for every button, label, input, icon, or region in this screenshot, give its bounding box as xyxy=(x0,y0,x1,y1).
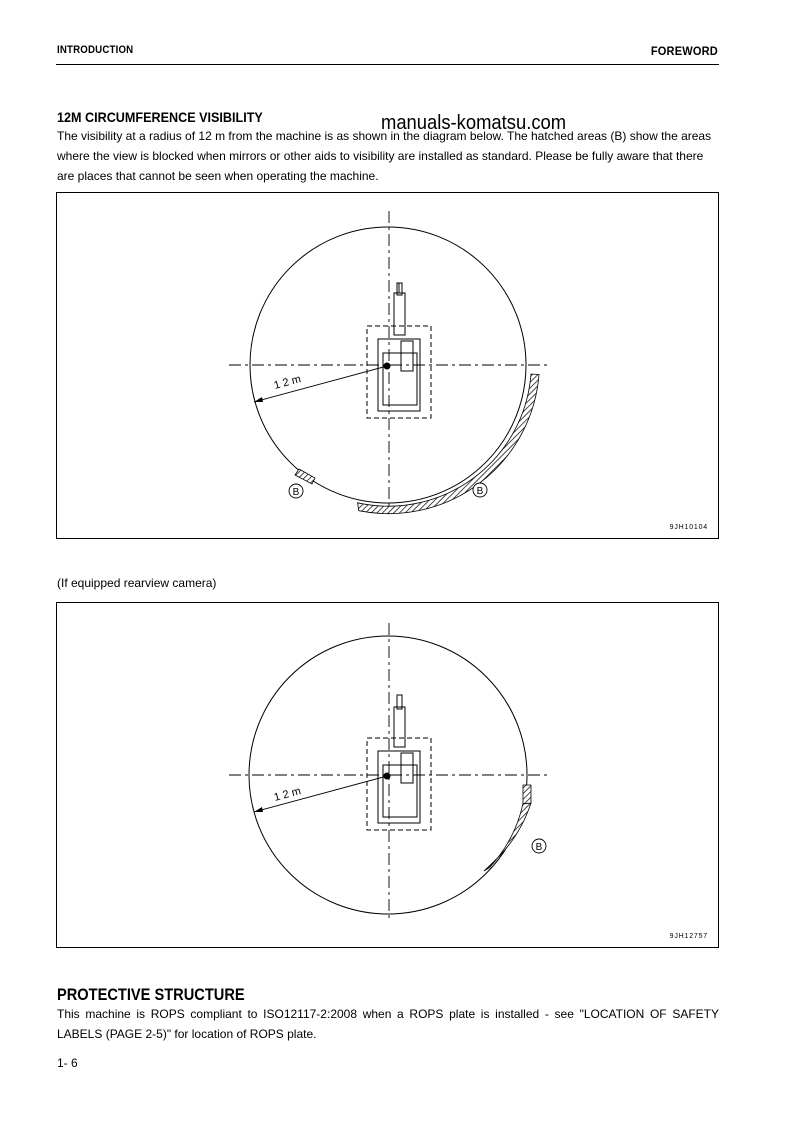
visibility-diagram-standard xyxy=(56,192,719,539)
marker-b xyxy=(532,839,546,853)
figure-code: 9JH10104 xyxy=(669,524,708,531)
page-number: 1- 6 xyxy=(57,1056,78,1070)
rops-title: PROTECTIVE STRUCTURE xyxy=(57,985,245,1004)
visibility-title: 12M CIRCUMFERENCE VISIBILITY xyxy=(57,109,263,125)
visibility-diagram-camera xyxy=(56,602,719,948)
visibility-diagram-camera-svg xyxy=(57,603,718,947)
blocked-area-rear-left xyxy=(295,469,315,484)
blocked-area-rear-right xyxy=(358,374,539,514)
radius-arrowhead xyxy=(254,397,263,402)
machine-top-view xyxy=(367,283,431,418)
visibility-body: The visibility at a radius of 12 m from the machine is as shown in the diagram below. The hatched areas (B) show the areas where the view is blocked when mirrors or other aids to visibility are installed as standard. Please be fully aware that there are places that cannot be seen when operating the machine. xyxy=(57,129,712,183)
watermark: manuals-komatsu.com xyxy=(381,112,567,134)
radius-label: 12m xyxy=(272,784,306,804)
radius-arrowhead xyxy=(254,807,263,812)
blocked-area-rear-right xyxy=(484,803,531,871)
header-chapter: FOREWORD xyxy=(650,44,718,58)
machine-top-view xyxy=(367,695,431,830)
figure-code: 9JH12757 xyxy=(669,933,708,940)
svg-text:B: B xyxy=(535,842,543,853)
visibility-diagram-standard-svg xyxy=(57,193,718,538)
svg-text:B: B xyxy=(476,486,484,497)
header-rule xyxy=(56,64,719,65)
svg-text:B: B xyxy=(292,487,300,498)
marker-b-right xyxy=(473,483,487,497)
rops-body: This machine is ROPS compliant to ISO12117-2:2008 when a ROPS plate is installed - see "LOCATION OF SAFETY LABELS (PAGE 2-5)" for location of ROPS plate. xyxy=(57,1007,719,1041)
marker-b-left xyxy=(289,484,303,498)
camera-caption: (If equipped rearview camera) xyxy=(57,576,217,590)
radius-label: 12m xyxy=(272,372,306,392)
header-section: INTRODUCTION xyxy=(57,44,134,56)
blocked-area-side xyxy=(523,785,531,804)
